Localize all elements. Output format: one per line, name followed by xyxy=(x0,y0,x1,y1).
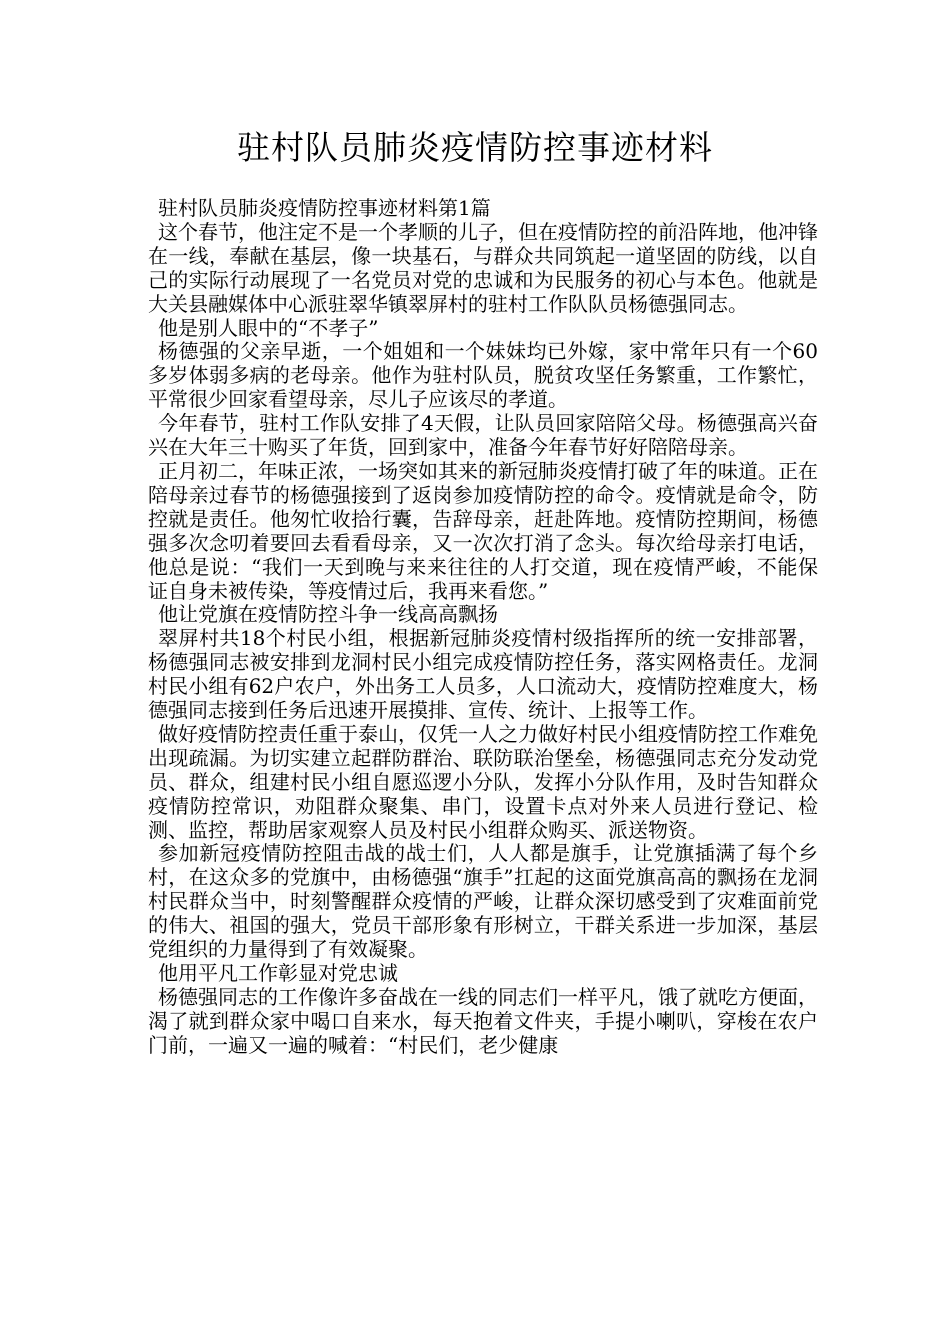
document-body xyxy=(148,197,818,1058)
paragraph: 参加新冠疫情防控阻击战的战士们，人人都是旗手，让党旗插满了每个乡村，在这众多的党旗中，由杨德强“旗手”扛起的这面党旗高高的飘扬在龙洞村民群众当中，时刻警醒群众疫情的严峻，让群众深切感受到了灾难面前党的伟大、祖国的强大，党员干部形象有形树立，干群关系进一步加深，基层党组织的力量得到了有效凝聚。 xyxy=(148,841,818,962)
paragraph: 做好疫情防控责任重于泰山，仅凭一人之力做好村民小组疫情防控工作难免出现疏漏。为切实建立起群防群治、联防联治堡垒，杨德强同志充分发动党员、群众，组建村民小组自愿巡逻小分队，发挥小分队作用，及时告知群众疫情防控常识，劝阻群众聚集、串门，设置卡点对外来人员进行登记、检测、监控，帮助居家观察人员及村民小组群众购买、派送物资。 xyxy=(148,721,818,842)
section-heading: 他用平凡工作彰显对党忠诚 xyxy=(158,961,398,985)
section-heading: 他让党旗在疫情防控斗争一线高高飘扬 xyxy=(158,602,498,627)
section-heading: 他是别人眼中的“不孝子” xyxy=(158,315,379,340)
paragraph: 今年春节，驻村工作队安排了4天假，让队员回家陪陪父母。杨德强高兴奋兴在大年三十购买了年货，回到家中，准备今年春节好好陪陪母亲。 xyxy=(148,411,818,460)
paragraph: 杨德强同志的工作像许多奋战在一线的同志们一样平凡，饿了就吃方便面，渴了就到群众家中喝口自来水，每天抱着文件夹，手提小喇叭，穿梭在农户门前，一遍又一遍的喊着：“村民们，老少健康 xyxy=(148,984,818,1057)
document-title: 驻村队员肺炎疫情防控事迹材料 xyxy=(237,128,713,167)
paragraph: 杨德强的父亲早逝，一个姐姐和一个妹妹均已外嫁，家中常年只有一个60多岁体弱多病的老母亲。他作为驻村队员，脱贫攻坚任务繁重，工作繁忙，平常很少回家看望母亲，尽儿子应该尽的孝道。 xyxy=(148,339,818,412)
paragraph: 这个春节，他注定不是一个孝顺的儿子，但在疫情防控的前沿阵地，他冲锋在一线，奉献在基层，像一块基石，与群众共同筑起一道坚固的防线，以自己的实际行动展现了一名党员对党的忠诚和为民服务的初心与本色。他就是大关县融媒体中心派驻翠华镇翠屏村的驻村工作队队员杨德强同志。 xyxy=(148,219,818,316)
section-heading: 驻村队员肺炎疫情防控事迹材料第1篇 xyxy=(158,196,491,220)
paragraph: 正月初二，年味正浓，一场突如其来的新冠肺炎疫情打破了年的味道。正在陪母亲过春节的杨德强接到了返岗参加疫情防控的命令。疫情就是命令，防控就是责任。他匆忙收拾行囊，告辞母亲，赶赴阵地。疫情防控期间，杨德强多次念叨着要回去看看母亲，又一次次打消了念头。每次给母亲打电话，他总是说：“我们一天到晚与来来往往的人打交道，现在疫情严峻，不能保证自身未被传染，等疫情过后，我再来看您。” xyxy=(148,458,818,603)
paragraph: 翠屏村共18个村民小组，根据新冠肺炎疫情村级指挥所的统一安排部署，杨德强同志被安排到龙洞村民小组完成疫情防控任务，落实网格责任。龙洞村民小组有62户农户，外出务工人员多，人口流动大，疫情防控难度大，杨德强同志接到任务后迅速开展摸排、宣传、统计、上报等工作。 xyxy=(148,626,818,723)
